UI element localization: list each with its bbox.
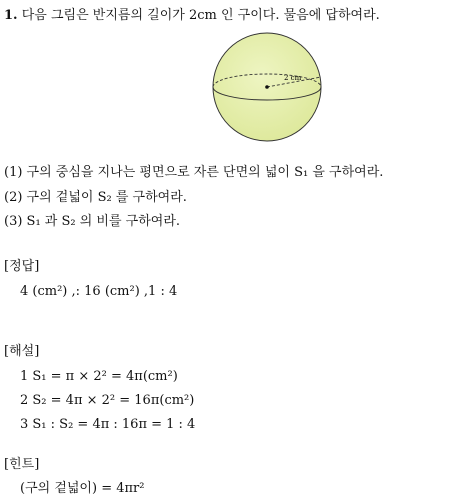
question-3: (3) S₁ 과 S₂ 의 비를 구하여라. [4, 214, 181, 229]
explanation-line-3: 3 S₁ : S₂ = 4π : 16π = 1 : 4 [20, 417, 196, 432]
problem-number: 1. [4, 8, 18, 23]
explanation-heading: [해설] [4, 344, 40, 359]
answer-heading: [정답] [4, 259, 40, 274]
question-2: (2) 구의 겉넓이 S₂ 를 구하여라. [4, 190, 187, 205]
radius-label: 2 cm [284, 74, 302, 82]
hint-heading: [힌트] [4, 457, 40, 472]
explanation-line-1: 1 S₁ = π × 2² = 4π(cm²) [20, 369, 178, 384]
problem-text: 다음 그림은 반지름의 길이가 2cm 인 구이다. 물음에 답하여라. [21, 8, 380, 23]
center-point [265, 85, 269, 89]
sphere-figure [0, 20, 462, 170]
answer-text: 4 (cm²) ,: 16 (cm²) ,1 : 4 [20, 284, 178, 299]
explanation-line-2: 2 S₂ = 4π × 2² = 16π(cm²) [20, 393, 195, 408]
question-1: (1) 구의 중심을 지나는 평면으로 자른 단면의 넓이 S₁ 을 구하여라. [4, 165, 384, 180]
hint-text: (구의 겉넓이) = 4πr² [20, 481, 145, 496]
